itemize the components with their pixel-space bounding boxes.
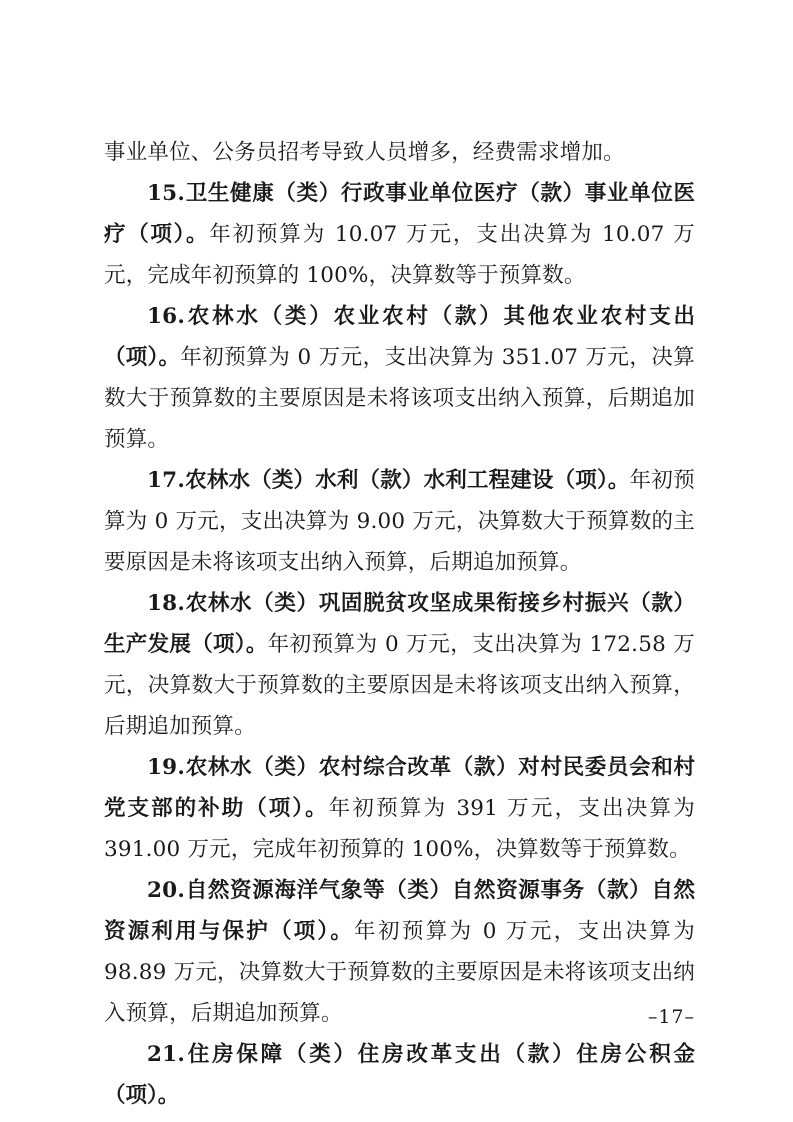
document-body: [104, 132, 695, 1116]
item-text: 年初预算为 0 万元，支出决算为 172.58 万元，决算数大于预算数的主要原因是未将该项支出纳入预算，后期追加预算。: [104, 632, 695, 739]
item-text: 年初预算为 391 万元，支出决算为 391.00 万元，完成年初预算的 100%，决算数等于预算数。: [104, 796, 695, 862]
item-number: 19.: [147, 755, 186, 780]
item-number: 18.: [147, 591, 186, 616]
item-label: 农林水（类）巩固脱贫攻坚成果衔接乡村振兴（款）生产发展（项）。: [104, 591, 695, 657]
item-number: 17.: [147, 468, 186, 493]
item-number: 21.: [147, 1042, 186, 1067]
item-label: 自然资源海洋气象等（类）自然资源事务（款）自然资源利用与保护（项）。: [104, 878, 695, 944]
item-label: 农林水（类）水利（款）水利工程建设（项）。: [185, 468, 630, 493]
item-label: 农林水（类）农业农村（款）其他农业农村支出（项）。: [104, 304, 695, 370]
item-label: 住房保障（类）住房改革支出（款）住房公积金（项）。: [104, 1042, 695, 1108]
paragraph-item-18: [104, 583, 695, 747]
item-text: 年初预算为 10.07 万元，支出决算为 10.07 万元，完成年初预算的 100%，决算数等于预算数。: [104, 222, 695, 288]
item-text: 年初预算为 0 万元，支出决算为 9.00 万元，决算数大于预算数的主要原因是未将该项支出纳入预算，后期追加预算。: [104, 468, 695, 575]
item-text: 年初预算为 0 万元，支出决算为 98.89 万元，决算数大于预算数的主要原因是未将该项支出纳入预算，后期追加预算。: [104, 919, 695, 1026]
paragraph-item-21: [104, 1034, 695, 1116]
item-number: 15.: [147, 181, 186, 206]
page-number: –17–: [647, 1006, 695, 1028]
paragraph-item-17: [104, 460, 695, 583]
item-number: 16.: [147, 304, 186, 329]
item-label: 卫生健康（类）行政事业单位医疗（款）事业单位医疗（项）。: [104, 181, 695, 247]
paragraph-continuation: [104, 132, 695, 173]
paragraph-item-16: [104, 296, 695, 460]
item-text: 年初预算为 0 万元，支出决算为 351.07 万元，决算数大于预算数的主要原因是未将该项支出纳入预算，后期追加预算。: [104, 345, 695, 452]
paragraph-text: 事业单位、公务员招考导致人员增多，经费需求增加。: [104, 140, 625, 165]
item-label: 农林水（类）农村综合改革（款）对村民委员会和村党支部的补助（项）。: [104, 755, 695, 821]
item-number: 20.: [147, 878, 186, 903]
paragraph-item-19: [104, 747, 695, 870]
paragraph-item-15: [104, 173, 695, 296]
